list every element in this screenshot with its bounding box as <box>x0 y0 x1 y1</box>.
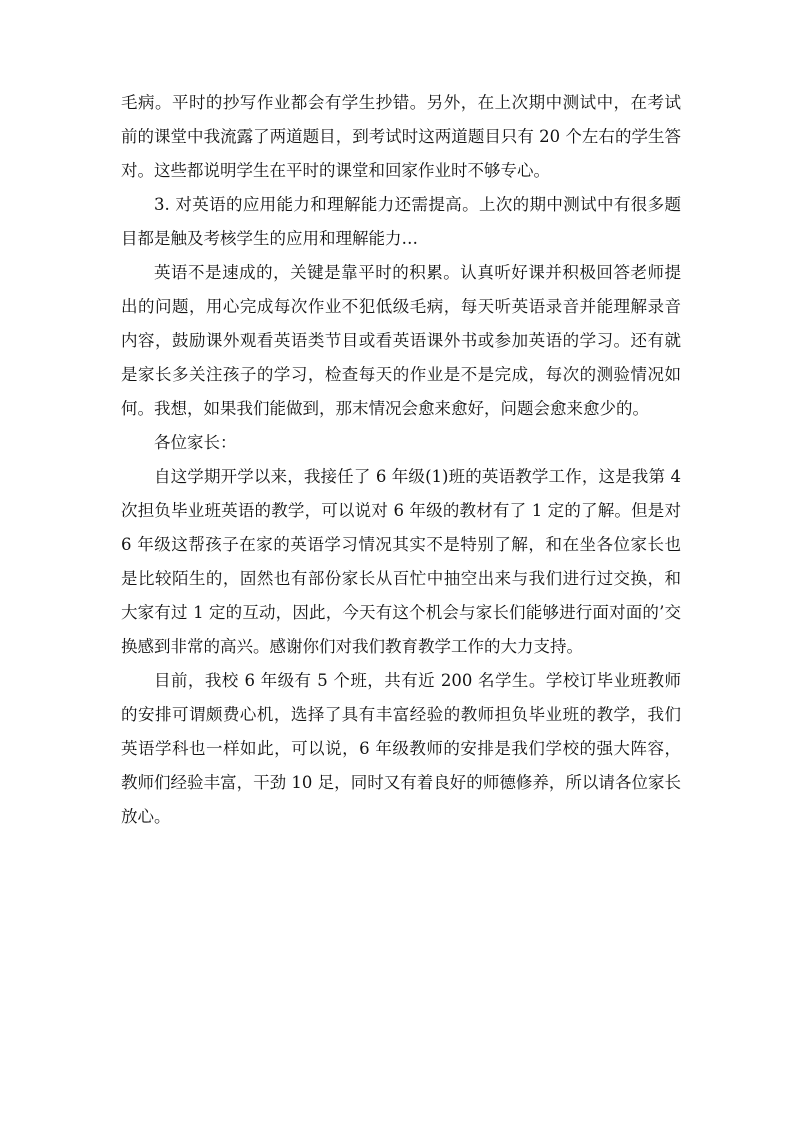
paragraph-2: 3. 对英语的应用能力和理解能力还需提高。上次的期中测试中有很多题目都是触及考核学生的应用和理解能力… <box>121 195 681 248</box>
paragraph-3: 英语不是速成的，关键是靠平时的积累。认真听好课并积极回答老师提出的问题，用心完成每次作业不犯低级毛病，每天听英语录音并能理解录音内容，鼓励课外观看英语类节目或看英语课外书或参加英语的学习。还有就是家长多关注孩子的学习，检查每天的作业是不是完成，每次的测验情况如何。我想，如果我们能做到，那末情况会愈来愈好，问题会愈来愈少的。 <box>121 263 681 418</box>
paragraph-5: 目前，我校 6 年级有 5 个班，共有近 200 名学生。学校订毕业班教师的安排可谓颇费心机，选择了具有丰富经验的教师担负毕业班的教学，我们英语学科也一样如此，可以说，6 年级教师的安排是我们学校的强大阵容，教师们经验丰富，干劲 10 足，同时又有着良好的师德修养，所以请各位家长放心。 <box>121 671 681 826</box>
document-body <box>121 86 681 834</box>
paragraph-4: 自这学期开学以来，我接任了 6 年级(1)班的英语教学工作，这是我第 4 次担负毕业班英语的教学，可以说对 6 年级的教材有了 1 定的了解。但是对 6 年级这帮孩子在家的英语学习情况其实不是特别了解，和在坐各位家长也是比较陌生的，固然也有部份家长从百忙中抽空出来与我们进行过交换，和大家有过 1 定的互动，因此，今天有这个机会与家长们能够进行面对面的’交换感到非常的高兴。感谢你们对我们教育教学工作的大力支持。 <box>121 467 681 656</box>
salutation: 各位家长： <box>154 433 237 452</box>
paragraph-1: 毛病。平时的抄写作业都会有学生抄错。另外，在上次期中测试中，在考试前的课堂中我流露了两道题目，到考试时这两道题目只有 20 个左右的学生答对。这些都说明学生在平时的课堂和回家作业时不够专心。 <box>121 93 681 180</box>
